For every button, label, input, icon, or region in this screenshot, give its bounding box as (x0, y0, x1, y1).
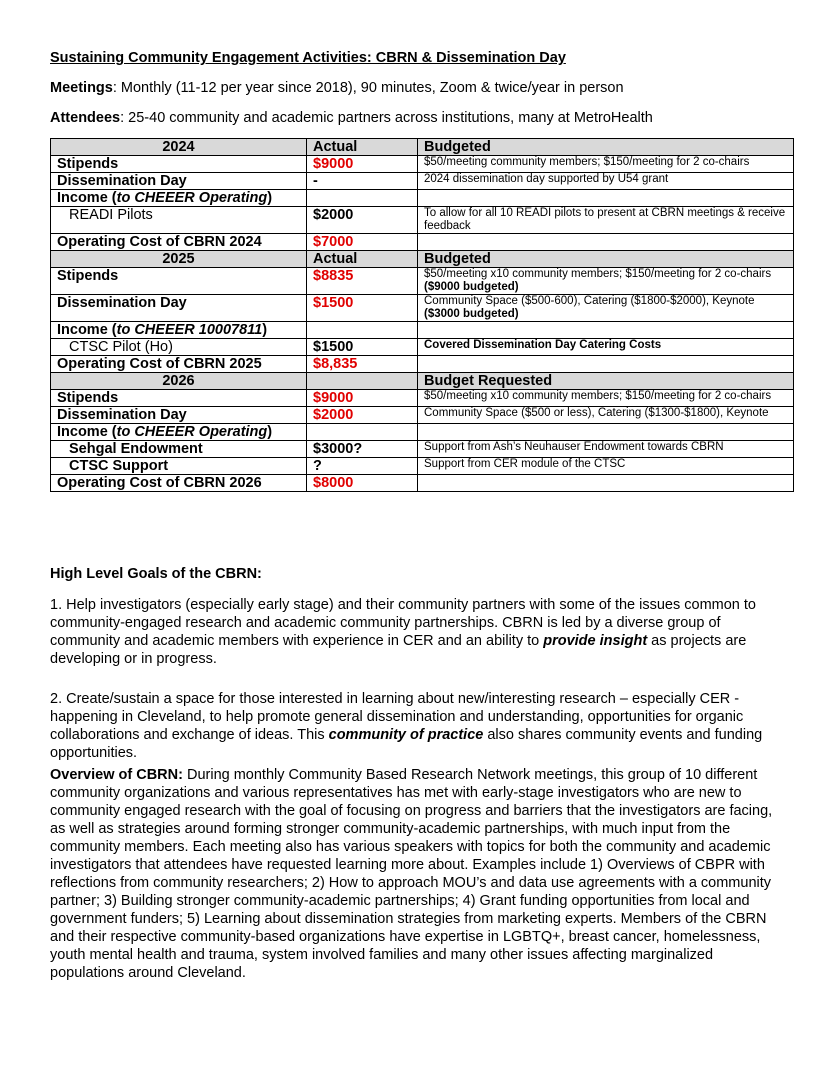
row-actual: $8835 (307, 268, 418, 295)
row-note: $50/meeting community members; $150/meeting for 2 co-chairs (418, 156, 794, 173)
row-label: Dissemination Day (51, 295, 307, 322)
row-note: $50/meeting x10 community members; $150/meeting for 2 co-chairs (418, 390, 794, 407)
income-label: Income (to CHEEER Operating) (51, 424, 307, 441)
table-row (51, 156, 794, 173)
row-actual: $9000 (307, 156, 418, 173)
attendees-label: Attendees (50, 110, 121, 126)
header-budget-requested: Budget Requested (418, 373, 794, 390)
income-label: Income (to CHEEER 10007811) (51, 322, 307, 339)
row-label: Sehgal Endowment (51, 441, 307, 458)
overview-text: During monthly Community Based Research Network meetings, this group of 10 different community organizations and various representatives has met with early-stage investigators who are new to community engaged research with the goal of focusing on progress and barriers that the investigators are facing, as well as strategies around forming stronger community-academic partnerships, with much input from the community members. Each meeting also has various speakers with topics for both the community and academic investigators that attendees have requested learning more about. Examples include 1) Overviews of CBPR with reflections from community researchers; 2) How to approach MOU’s and data use agreements with a community partner; 3) Building stronger community-academic partnerships; 4) Grant funding opportunities from local and government funders; 5) Learning about dissemination strategies from marketing experts. Members of the CBRN and their respective community-based organizations have expertise in LGBTQ+, breast cancer, homelessness, youth mental health and trauma, system involved families and many other issues affecting marginalized populations around Cleveland. (50, 767, 773, 981)
table-row (51, 173, 794, 190)
goal-1-paragraph: 1. Help investigators (especially early stage) and their community partners with some of the issues common to community-engaged research and academic community partnerships. CBRN is led by a diverse group of community and academic members with experience in CER and an ability to provide insight as projects are developing or in progress. (50, 597, 756, 667)
income-label: Income (to CHEEER Operating) (51, 190, 307, 207)
header-budgeted: Budgeted (418, 251, 794, 268)
operating-label: Operating Cost of CBRN 2025 (51, 356, 307, 373)
table-row (51, 339, 794, 356)
header-year: 2026 (51, 373, 307, 390)
row-label: Dissemination Day (51, 173, 307, 190)
row-label: CTSC Support (51, 458, 307, 475)
table-row (51, 458, 794, 475)
header-actual: Actual (307, 139, 418, 156)
row-label: Stipends (51, 268, 307, 295)
row-actual: ? (307, 458, 418, 475)
row-label: CTSC Pilot (Ho) (51, 339, 307, 356)
operating-label: Operating Cost of CBRN 2026 (51, 475, 307, 492)
header-year: 2024 (51, 139, 307, 156)
row-note: Covered Dissemination Day Catering Costs (418, 339, 794, 356)
operating-label: Operating Cost of CBRN 2024 (51, 234, 307, 251)
row-label: READI Pilots (51, 207, 307, 234)
table-row (51, 390, 794, 407)
row-note: Community Space ($500-600), Catering ($1800-$2000), Keynote ($3000 budgeted) (418, 295, 794, 322)
operating-actual: $8,835 (307, 356, 418, 373)
meetings-line (50, 80, 624, 96)
row-actual: - (307, 173, 418, 190)
header-actual: Actual (307, 251, 418, 268)
budget-table (50, 138, 794, 492)
table-row (51, 295, 794, 322)
row-actual: $1500 (307, 295, 418, 322)
table-row (51, 407, 794, 424)
header-actual (307, 373, 418, 390)
row-label: Stipends (51, 156, 307, 173)
row-actual: $2000 (307, 207, 418, 234)
row-label: Stipends (51, 390, 307, 407)
row-actual: $1500 (307, 339, 418, 356)
attendees-line (50, 110, 653, 126)
table-header-2024 (51, 139, 794, 156)
row-actual: $3000? (307, 441, 418, 458)
row-actual: $2000 (307, 407, 418, 424)
row-note: 2024 dissemination day supported by U54 grant (418, 173, 794, 190)
row-actual: $9000 (307, 390, 418, 407)
table-row (51, 441, 794, 458)
meetings-label: Meetings (50, 80, 113, 96)
goal-2-paragraph: 2. Create/sustain a space for those interested in learning about new/interesting research – especially CER - happening in Cleveland, to help promote general dissemination and understanding, opportunities for organic collaborations and exchange of ideas. This community of practice also shares community events and funding opportunities. (50, 691, 763, 761)
meetings-text: : Monthly (11-12 per year since 2018), 90 minutes, Zoom & twice/year in person (112, 80, 624, 96)
table-header-2025 (51, 251, 794, 268)
row-note: Support from Ash’s Neuhauser Endowment towards CBRN (418, 441, 794, 458)
table-row (51, 207, 794, 234)
row-note: Support from CER module of the CTSC (418, 458, 794, 475)
table-row (51, 475, 794, 492)
table-row (51, 424, 794, 441)
table-row (51, 234, 794, 251)
row-label: Dissemination Day (51, 407, 307, 424)
row-note: Community Space ($500 or less), Catering ($1300-$1800), Keynote (418, 407, 794, 424)
overview-paragraph (50, 766, 790, 982)
table-header-2026 (51, 373, 794, 390)
header-budgeted: Budgeted (418, 139, 794, 156)
row-note: To allow for all 10 READI pilots to present at CBRN meetings & receive feedback (418, 207, 794, 234)
table-row (51, 268, 794, 295)
table-row (51, 322, 794, 339)
document-title: Sustaining Community Engagement Activities: CBRN & Dissemination Day (50, 50, 566, 66)
row-note: $50/meeting x10 community members; $150/meeting for 2 co-chairs ($9000 budgeted) (418, 268, 794, 295)
goals-heading: High Level Goals of the CBRN: (50, 566, 262, 582)
operating-actual: $7000 (307, 234, 418, 251)
operating-actual: $8000 (307, 475, 418, 492)
table-row (51, 356, 794, 373)
overview-label: Overview of CBRN: (50, 767, 183, 783)
header-year: 2025 (51, 251, 307, 268)
attendees-text: : 25-40 community and academic partners across institutions, many at MetroHealth (120, 110, 653, 126)
table-row (51, 190, 794, 207)
